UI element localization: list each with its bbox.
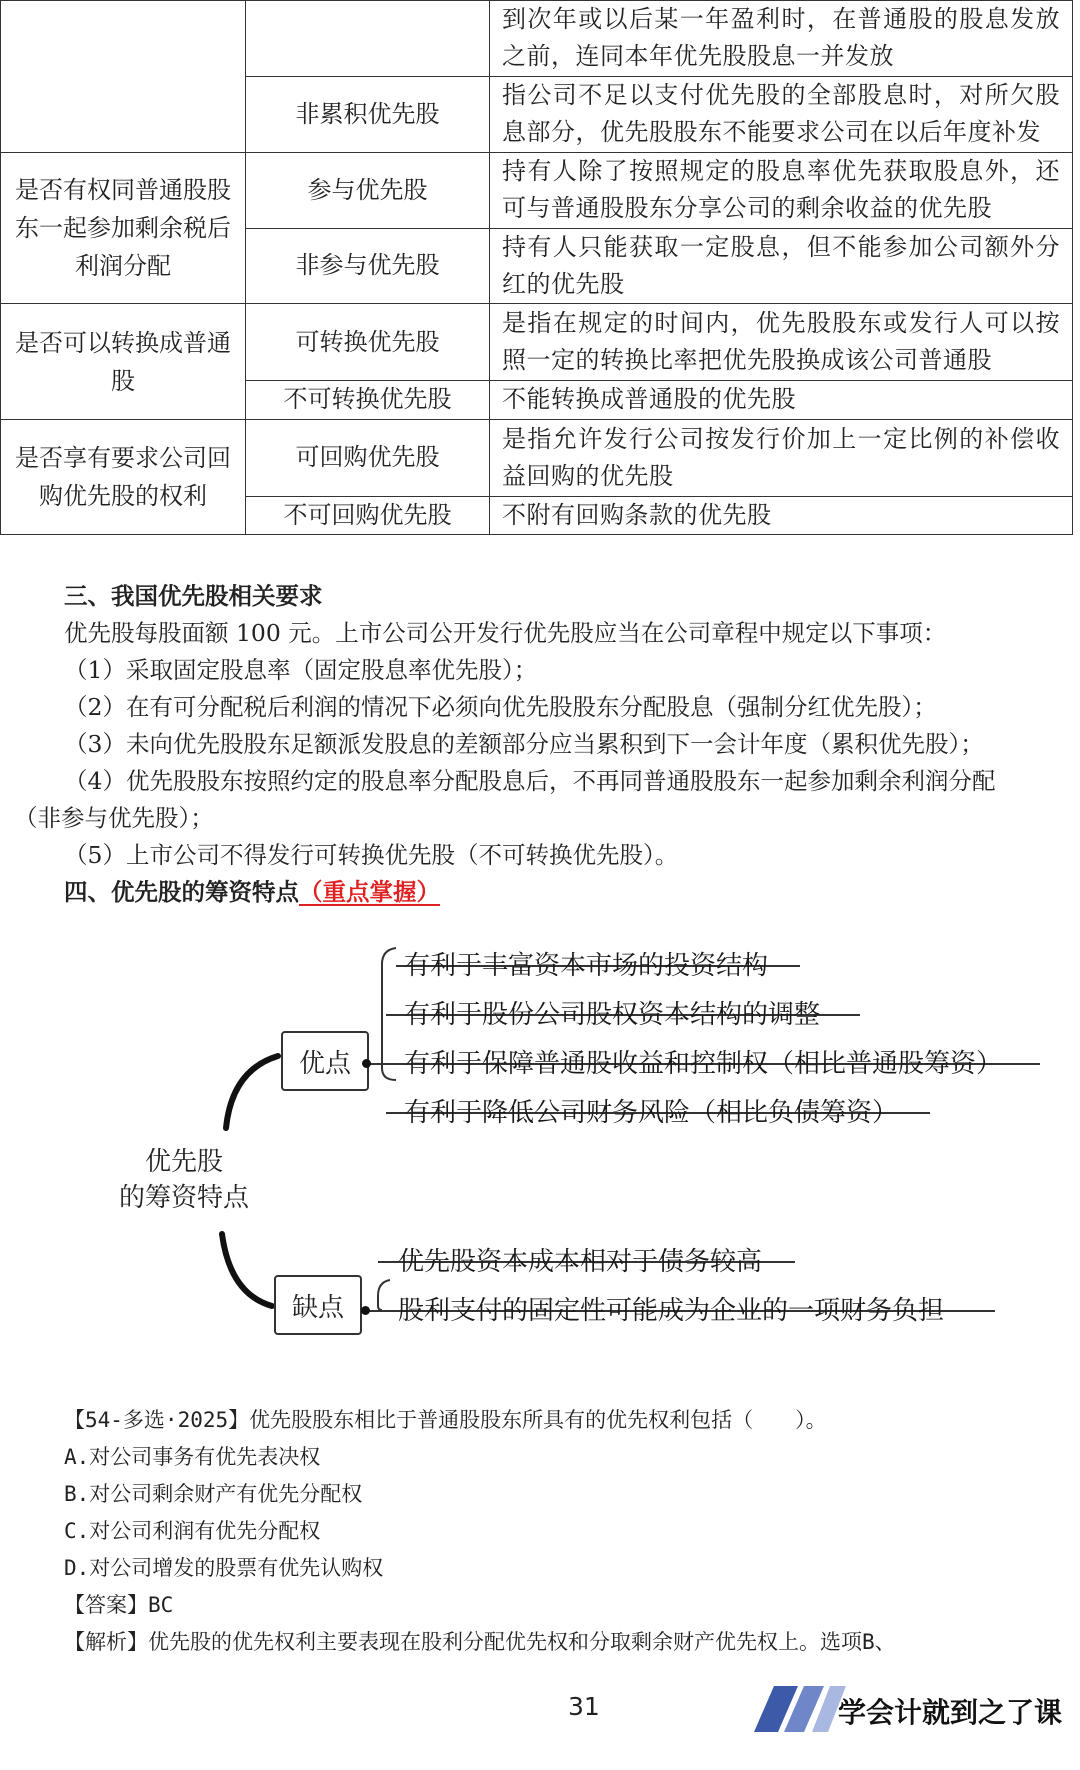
- mindmap-cons-connector: [378, 1280, 390, 1310]
- mindmap-root: [100, 1144, 268, 1216]
- table-row: [1, 304, 1073, 381]
- mindmap-root-line1: 优先股: [144, 1147, 223, 1177]
- question-option-b: B.对公司剩余财产有优先分配权: [64, 1482, 363, 1506]
- table-cell-type: [246, 1, 490, 77]
- mindmap-cons-box: 缺点: [274, 1275, 362, 1335]
- table-cell-category: 是否可以转换成普通股: [1, 304, 246, 419]
- table-cell-definition: 不附有回购条款的优先股: [490, 496, 1073, 534]
- mindmap-con-item: 股利支付的固定性可能成为企业的一项财务负担: [398, 1296, 945, 1326]
- mindmap-pros-box: 优点: [281, 1031, 369, 1091]
- table-cell-type: 非参与优先股: [246, 228, 490, 304]
- table-cell-type: 不可转换优先股: [246, 381, 490, 419]
- question-answer: 【答案】BC: [64, 1593, 174, 1617]
- table-cell-definition: 指公司不足以支付优先股的全部股息时，对所欠股息部分，优先股股东不能要求公司在以后年度补发: [490, 76, 1073, 152]
- table-cell-definition: 持有人除了按照规定的股息率优先获取股息外，还可与普通股股东分享公司的剩余收益的优先股: [490, 152, 1073, 228]
- table-cell-type: 可回购优先股: [246, 419, 490, 496]
- mindmap-root-line2: 的筹资特点: [118, 1183, 249, 1213]
- brand-name: 学会计就到之了课: [838, 1696, 1063, 1729]
- section3-item-continued: （非参与优先股）；: [14, 804, 214, 832]
- mindmap-branch-curve-cons: [222, 1234, 272, 1306]
- mindmap-pro-item: 有利于降低公司财务风险（相比负债筹资）: [404, 1098, 899, 1128]
- question-stem: 【54-多选·2025】优先股股东相比于普通股股东所具有的优先权利包括（ ）。: [64, 1408, 827, 1432]
- table-cell-type: 可转换优先股: [246, 304, 490, 381]
- section3-item: （5）上市公司不得发行可转换优先股（不可转换优先股）。: [64, 841, 679, 869]
- mindmap-pro-item: 有利于丰富资本市场的投资结构: [404, 951, 769, 981]
- preferred-stock-table: [0, 0, 1073, 535]
- section4-highlight: （重点掌握）: [299, 878, 440, 906]
- table-cell-definition: 是指在规定的时间内，优先股股东或发行人可以按照一定的转换比率把优先股换成该公司普通股: [490, 304, 1073, 381]
- mindmap-cons-dot: [361, 1306, 370, 1315]
- brand-logo-icon: [752, 1684, 848, 1734]
- mindmap-con-item: 优先股资本成本相对于债务较高: [398, 1247, 763, 1277]
- section3-item: （1）采取固定股息率（固定股息率优先股）；: [64, 656, 538, 684]
- table-cell-definition: 是指允许发行公司按发行价加上一定比例的补偿收益回购的优先股: [490, 419, 1073, 496]
- question-option-c: C.对公司利润有优先分配权: [64, 1519, 321, 1543]
- table-row: [1, 1, 1073, 77]
- table-cell-category: [1, 1, 246, 153]
- section4-heading: [64, 873, 440, 907]
- table-row: [1, 152, 1073, 228]
- table-cell-type: 非累积优先股: [246, 76, 490, 152]
- section3-heading: 三、我国优先股相关要求: [64, 582, 323, 610]
- mindmap-branch-curve-pros: [226, 1056, 278, 1128]
- section3-item: （4）优先股股东按照约定的股息率分配股息后，不再同普通股股东一起参加剩余利润分配: [64, 767, 996, 795]
- table-cell-type: 不可回购优先股: [246, 496, 490, 534]
- mindmap-pros-dot: [362, 1059, 371, 1068]
- section3-intro: 优先股每股面额 100 元。上市公司公开发行优先股应当在公司章程中规定以下事项：: [64, 619, 947, 647]
- mindmap-pro-item: 有利于保障普通股收益和控制权（相比普通股筹资）: [404, 1049, 1003, 1079]
- section4-heading-text: 四、优先股的筹资特点: [64, 878, 299, 906]
- table-cell-category: 是否有权同普通股股东一起参加剩余税后利润分配: [1, 152, 246, 304]
- question-option-a: A.对公司事务有优先表决权: [64, 1445, 321, 1469]
- question-analysis: 【解析】优先股的优先权利主要表现在股利分配优先权和分取剩余财产优先权上。选项B、: [64, 1630, 896, 1654]
- mindmap-lines: [0, 930, 1080, 1350]
- table-cell-type: 参与优先股: [246, 152, 490, 228]
- question-option-d: D.对公司增发的股票有优先认购权: [64, 1556, 384, 1580]
- page-number: 31: [568, 1692, 600, 1721]
- mindmap-pro-item: 有利于股份公司股权资本结构的调整: [404, 1000, 821, 1030]
- table-cell-definition: 不能转换成普通股的优先股: [490, 381, 1073, 419]
- table-cell-category: 是否享有要求公司回购优先股的权利: [1, 419, 246, 534]
- section3-item: （3）未向优先股股东足额派发股息的差额部分应当累积到下一会计年度（累积优先股）；: [64, 730, 984, 758]
- table-cell-definition: 持有人只能获取一定股息，但不能参加公司额外分红的优先股: [490, 228, 1073, 304]
- table-row: [1, 419, 1073, 496]
- table-cell-definition: 到次年或以后某一年盈利时，在普通股的股息发放之前，连同本年优先股股息一并发放: [490, 1, 1073, 77]
- section3-item: （2）在有可分配税后利润的情况下必须向优先股股东分配股息（强制分红优先股）；: [64, 693, 937, 721]
